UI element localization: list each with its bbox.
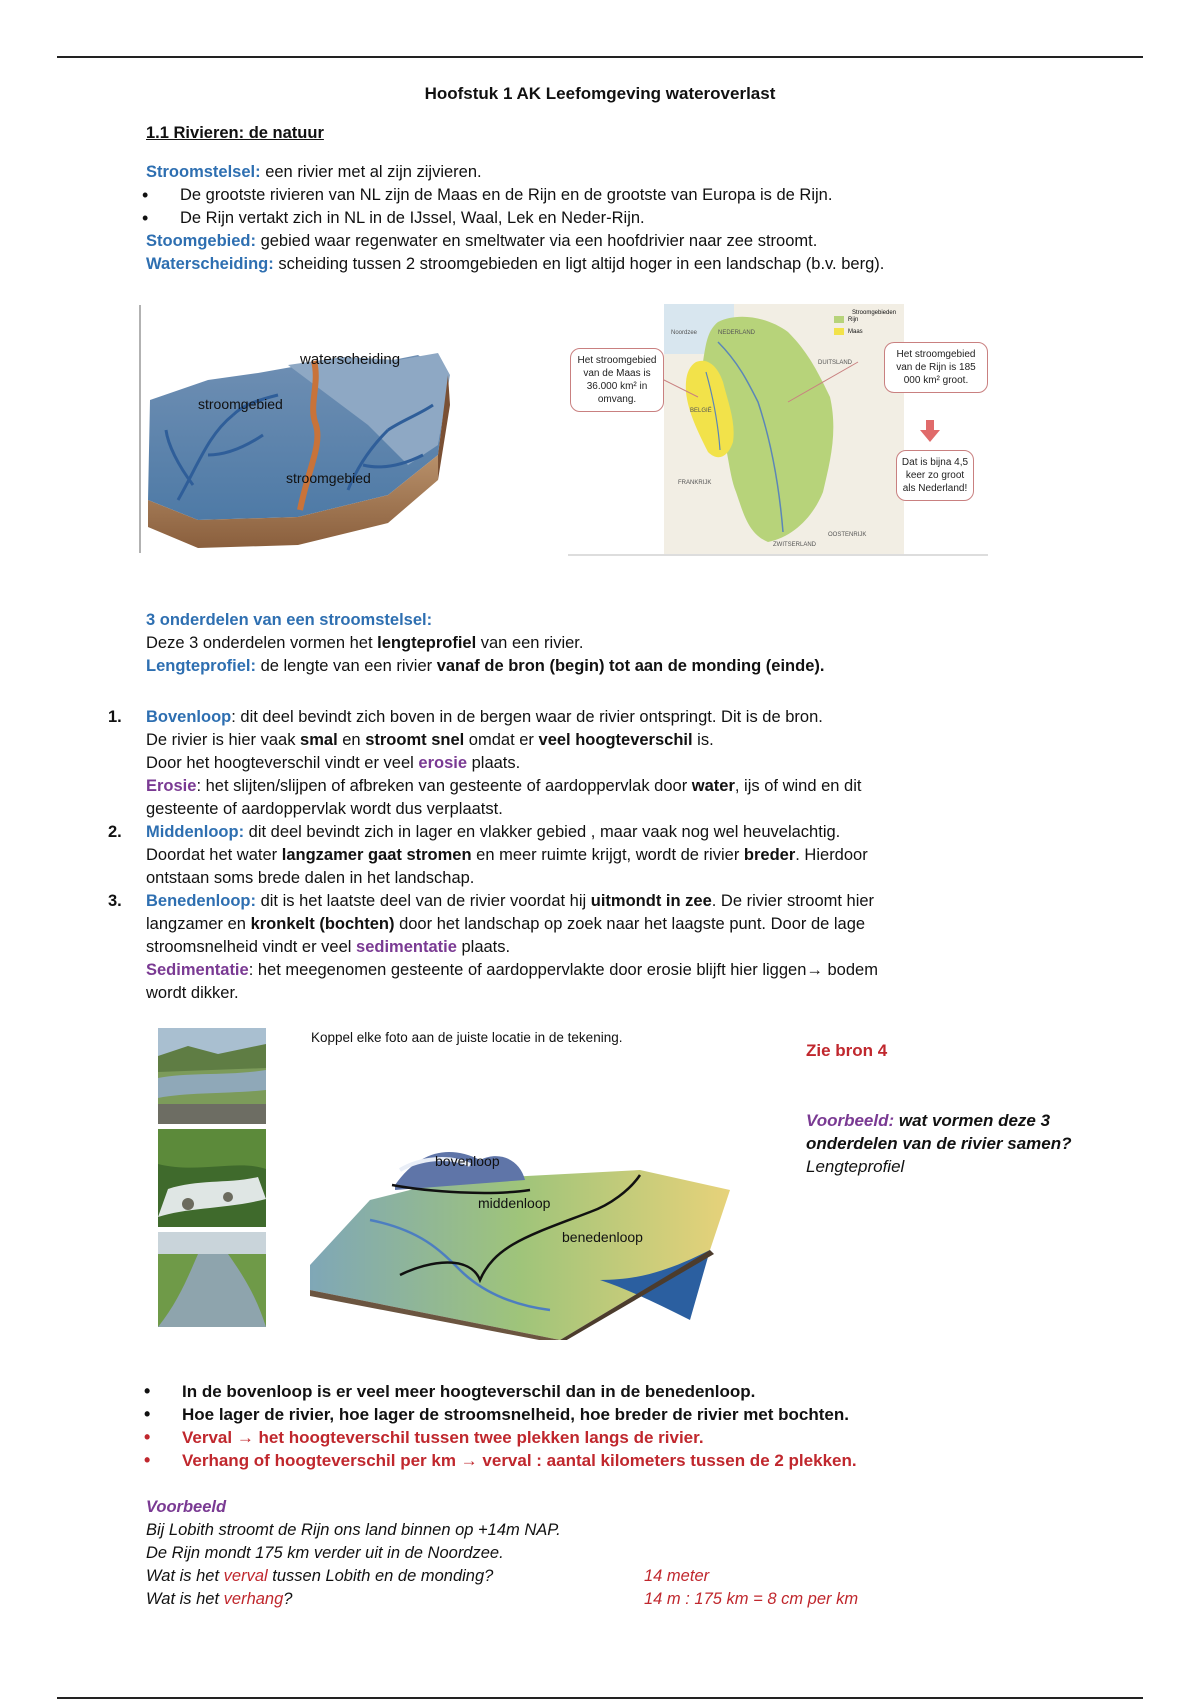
example-q2: Wat is het verhang? 14 m : 175 km = 8 cm per km xyxy=(146,1588,1046,1611)
photo-river-valley-image xyxy=(158,1028,266,1124)
definitions-block xyxy=(146,161,1086,276)
page-title: Hoofstuk 1 AK Leefomgeving wateroverlast xyxy=(424,84,776,103)
figure-river-profile xyxy=(310,1130,730,1340)
photo-mountain-stream xyxy=(158,1129,266,1227)
example-block: Voorbeeld Bij Lobith stroomt de Rijn ons land binnen op +14m NAP. De Rijn mondt 175 km verder uit in de Noordzee. Wat is het verval tussen Lobith en de monding? 14 meter Wat is het verhang? 14 m : 175 km = 8 cm per km xyxy=(146,1496,1046,1611)
label-middenloop: middenloop xyxy=(478,1195,551,1211)
map-label-duitsland: DUITSLAND xyxy=(818,360,853,366)
label-bovenloop: bovenloop xyxy=(435,1153,500,1169)
bottom-rule xyxy=(57,1697,1143,1699)
list-item-bovenloop: 1. Bovenloop: dit deel bevindt zich boven in de bergen waar de rivier ontspringt. Dit is de bron. De rivier is hier vaak smal en stroomt snel omdat er veel hoogteverschil is. Door het hoogteverschil vindt er veel erosie plaats. Erosie: het slijten/slijpen of afbreken van gesteente of aardoppervlak door water, ijs of wind en dit gesteente of aardoppervlak wordt dus verplaatst. xyxy=(108,708,862,818)
example-q1: Wat is het verval tussen Lobith en de monding? 14 meter xyxy=(146,1565,1046,1588)
voorbeeld-answer: Lengteprofiel xyxy=(806,1157,905,1176)
photo-river-valley xyxy=(158,1028,266,1124)
section-heading: 1.1 Rivieren: de natuur xyxy=(146,124,324,142)
map-label-belgie: BELGIË xyxy=(690,408,712,414)
callout-compare: Dat is bijna 4,5 keer zo groot als Nederland! xyxy=(896,450,974,501)
parts-intro xyxy=(146,609,1086,678)
map-rijn-maas xyxy=(568,302,988,557)
term-waterscheiding: Waterscheiding: xyxy=(146,255,274,273)
list-item: • Verval → het hoogteverschil tussen twee plekken langs de rivier. xyxy=(110,1426,1110,1449)
example-answer-2: 14 m : 175 km = 8 cm per km xyxy=(644,1590,859,1608)
parts-heading: 3 onderdelen van een stroomstelsel: xyxy=(146,611,433,629)
map-label-frankrijk: FRANKRIJK xyxy=(678,480,712,486)
parts-line1: Deze 3 onderdelen vormen het lengteprofiel van een rivier. xyxy=(146,634,584,652)
legend-maas: Maas xyxy=(848,329,863,335)
top-rule xyxy=(57,56,1143,58)
river-parts-list xyxy=(108,706,1086,1005)
figure-waterscheiding xyxy=(138,305,456,553)
list-item-middenloop: 2. Middenloop: dit deel bevindt zich in lager en vlakker gebied , maar vaak nog wel heuvelachtig. Doordat het water langzamer gaat stromen en meer ruimte krijgt, wordt de rivier breder. Hierdoor ontstaan soms brede dalen in het landschap. xyxy=(108,823,868,887)
def-stroomstelsel: Stroomstelsel: een rivier met al zijn zijvieren. xyxy=(146,163,482,181)
legend-rijn: Rijn xyxy=(848,317,859,323)
photo-lowland-river xyxy=(158,1232,266,1327)
map-label-oostenrijk: OOSTENRIJK xyxy=(828,532,867,538)
photo-lowland-river-image xyxy=(158,1232,266,1327)
figure-instruction: Koppel elke foto aan de juiste locatie in de tekening. xyxy=(311,1030,623,1045)
def-stroomgebied: Stoomgebied: gebied waar regenwater en smeltwater via een hoofdrivier naar zee stroomt. xyxy=(146,232,818,250)
legend-title: Stroomgebieden xyxy=(852,310,897,316)
map-label-nederland: NEDERLAND xyxy=(718,330,756,336)
list-item: • Hoe lager de rivier, hoe lager de stroomsnelheid, hoe breder de rivier met bochten. xyxy=(110,1403,1110,1426)
figure-stroomgebieden-map xyxy=(568,302,988,557)
example-heading: Voorbeeld xyxy=(146,1498,227,1516)
terrain-block-illustration xyxy=(138,305,456,553)
example-answer-1: 14 meter xyxy=(644,1567,710,1585)
label-waterscheiding: waterscheiding xyxy=(300,351,401,368)
list-item: • In de bovenloop is er veel meer hoogteverschil dan in de benedenloop. xyxy=(110,1380,1110,1403)
list-item: • De Rijn vertakt zich in NL in de IJssel, Waal, Lek en Neder-Rijn. xyxy=(108,207,1086,230)
zie-bron-note: Zie bron 4 xyxy=(806,1041,888,1060)
term-stroomgebied: Stoomgebied: xyxy=(146,232,256,250)
summary-bullets xyxy=(110,1380,1110,1472)
label-stroomgebied-left: stroomgebied xyxy=(198,396,283,412)
callout-maas: Het stroomgebied van de Maas is 36.000 km² in omvang. xyxy=(570,348,664,412)
map-label-noordzee: Noordzee xyxy=(671,330,698,336)
label-stroomgebied-right: stroomgebied xyxy=(286,470,371,486)
def-lengteprofiel: Lengteprofiel: de lengte van een rivier vanaf de bron (begin) tot aan de monding (einde). xyxy=(146,657,825,675)
side-voorbeeld: Voorbeeld: wat vormen deze 3 onderdelen van de rivier samen? Lengteprofiel xyxy=(806,1109,1136,1178)
stroomstelsel-bullets xyxy=(108,184,1086,230)
list-item: • Verhang of hoogteverschil per km → verval : aantal kilometers tussen de 2 plekken. xyxy=(110,1449,1110,1472)
photo-mountain-stream-image xyxy=(158,1129,266,1227)
label-benedenloop: benedenloop xyxy=(562,1229,643,1245)
voorbeeld-term: Voorbeeld: xyxy=(806,1111,895,1130)
map-label-zwitserland: ZWITSERLAND xyxy=(773,542,817,548)
callout-rijn: Het stroomgebied van de Rijn is 185 000 km² groot. xyxy=(884,342,988,393)
def-waterscheiding: Waterscheiding: scheiding tussen 2 stroomgebieden en ligt altijd hoger in een landschap (b.v. berg). xyxy=(146,255,885,273)
river-profile-illustration xyxy=(310,1130,730,1340)
list-item-benedenloop: 3. Benedenloop: dit is het laatste deel van de rivier voordat hij uitmondt in zee. De rivier stroomt hier langzamer en kronkelt (bochten) door het landschap op zoek naar het laagste punt. Door de lage stroomsnelheid vindt er veel sedimentatie plaats. Sedimentatie: het meegenomen gesteente of aardoppervlakte door erosie blijft hier liggen→ bodem wordt dikker. xyxy=(108,892,878,1002)
term-stroomstelsel: Stroomstelsel: xyxy=(146,163,261,181)
list-item: • De grootste rivieren van NL zijn de Maas en de Rijn en de grootste van Europa is de Rijn. xyxy=(108,184,1086,207)
